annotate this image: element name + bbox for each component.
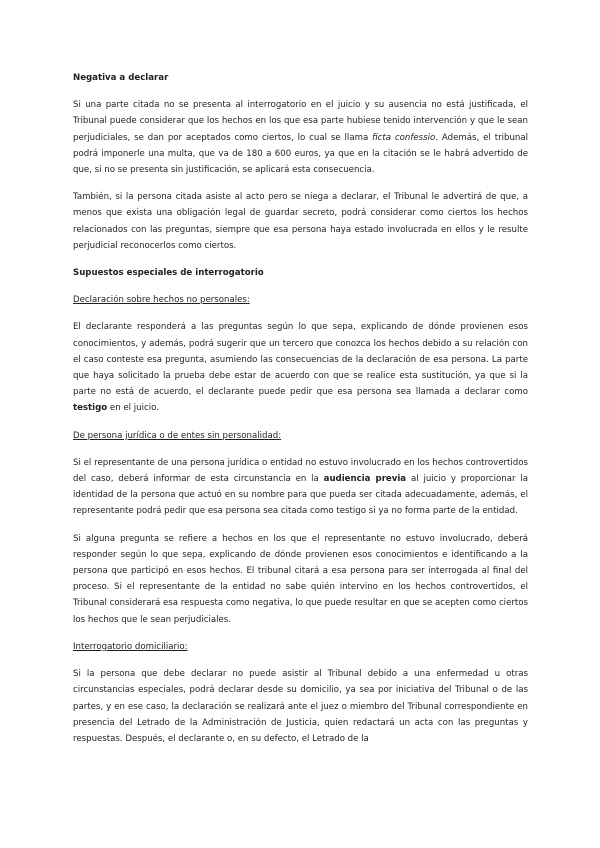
subheading-domiciliario: Interrogatorio domiciliario: [73, 641, 188, 652]
paragraph-text: en el juicio. [107, 403, 159, 414]
italic-term: ficta confessio [372, 132, 436, 143]
paragraph-no-personales [73, 319, 528, 416]
paragraph-text: Si el representante de una persona jurídica o entidad no estuvo involucrado en los hechos controvertidos del caso, deberá informar de esta circunstancia en la [73, 457, 528, 485]
paragraph-text: El declarante responderá a las preguntas según lo que sepa, explicando de dónde provienen esos conocimientos, y además, podrá sugerir que un tercero que conozca los hechos debido a su relación con el caso conteste esa pregunta, asumiendo las consecuencias de la declaración de esa persona. La parte que haya solicitado la prueba debe estar de acuerdo con que se realice esta sustitución, ya que si la parte no está de acuerdo, el declarante puede pedir que esa persona sea llamada a declarar como [73, 322, 528, 398]
paragraph-negativa-2: También, si la persona citada asiste al acto pero se niega a declarar, el Tribunal le advertirá de que, a menos que exista una obligación legal de guardar secreto, podrá considerar como ciertos los hechos relacionados con las preguntas, siempre que esa persona haya estado involucrada en ellos y le resulte perjudicial reconocerlos como ciertos. [73, 192, 528, 251]
paragraph-text: . Además, el tribunal podrá imponerle una multa, que va de 180 a 600 euros, ya que en la citación se le habrá advertido de que, si no se presenta sin justificación, se aplicará esta consecuencia. [73, 132, 528, 176]
section-heading-supuestos: Supuestos especiales de interrogatorio [73, 268, 264, 279]
bold-term: audiencia previa [323, 474, 407, 485]
paragraph-negativa-1 [73, 97, 528, 178]
paragraph-juridica-2: Si alguna pregunta se refiere a hechos en los que el representante no estuvo involucrado, deberá responder según lo que sepa, explicando de dónde provienen esos conocimientos e identificando a la persona que participó en esos hechos. El tribunal citará a esa persona para ser interrogada al final del proceso. Si el representante de la entidad no sabe quién intervino en los hechos controvertidos, el Tribunal considerará esa respuesta como negativa, lo que puede resultar en que se acepten como ciertos los hechos que le sean perjudiciales. [73, 533, 528, 625]
section-heading-negativa: Negativa a declarar [73, 73, 169, 83]
paragraph-text: Si una parte citada no se presenta al interrogatorio en el juicio y su ausencia no está justificada, el Tribunal puede considerar que los hechos en los que esa parte hubiese tenido intervención y que le sean perjudiciales, se dan por aceptados como ciertos, lo cual se llama [73, 100, 528, 143]
bold-term: testigo [73, 403, 108, 414]
paragraph-text: al juicio y proporcionar la identidad de la persona que actuó en su nombre para que pueda ser citada adecuadamente, además, el representante podrá pedir que esa persona sea citada como testigo si ya no forma parte de la entidad. [73, 474, 529, 517]
document-content [73, 70, 528, 758]
subheading-no-personales: Declaración sobre hechos no personales: [73, 295, 250, 306]
paragraph-domiciliario: Si la persona que debe declarar no puede asistir al Tribunal debido a una enfermedad u otras circunstancias especiales, podrá declarar desde su domicilio, ya sea por iniciativa del Tribunal o de las partes, y en ese caso, la declaración se realizará ante el juez o miembro del Tribunal correspondiente en presencia del Letrado de la Administración de Justicia, quien redactará un acta con las preguntas y respuestas. Después, el declarante o, en su defecto, el Letrado de la [73, 669, 528, 744]
subheading-juridica: De persona jurídica o de entes sin personalidad: [73, 430, 282, 441]
paragraph-juridica-1 [73, 455, 528, 520]
